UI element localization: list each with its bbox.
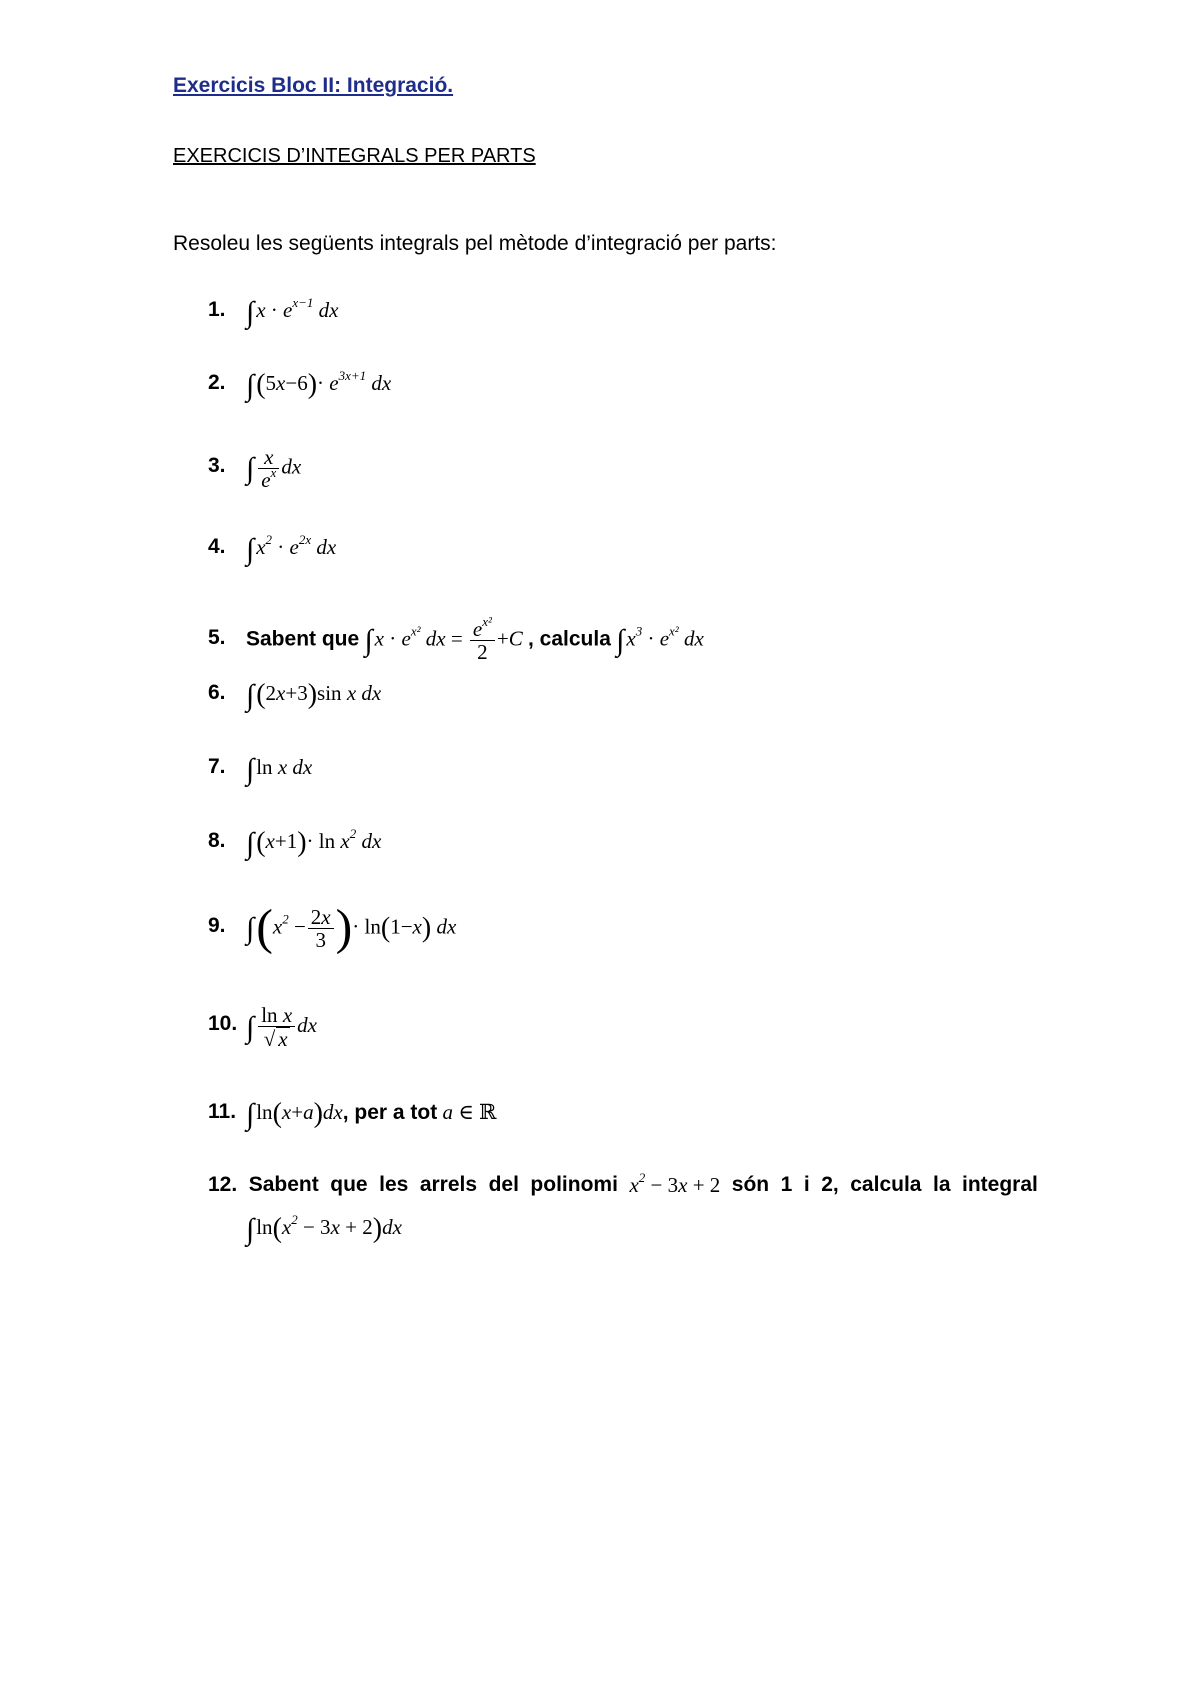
exercise-word: són <box>731 1173 770 1196</box>
exercise-formula: ∫ $\frac{x}{e^x}$ dx <box>246 445 302 492</box>
exercise-word: 1 <box>780 1173 793 1196</box>
exercise-word: les <box>379 1173 409 1196</box>
exercise-formula: ∫(2x+3)sin x dx <box>246 679 382 712</box>
exercise-text: , calcula <box>528 627 611 651</box>
exercise-number: 2. <box>208 371 226 394</box>
exercise-formula: $\int(x+1)\cdot \ln x^2$ dx <box>246 826 382 860</box>
exercise-word: la <box>932 1173 951 1196</box>
exercise-formula: $\int(x^2$ − $\frac{2x}{3}$ )· ln(1−x) dx <box>246 898 457 955</box>
exercise-word: calcula <box>850 1173 922 1196</box>
exercise-number: 8. <box>208 829 226 852</box>
exercise-12-statement <box>208 1165 1038 1205</box>
exercise-word: 2, <box>821 1173 839 1196</box>
exercise-text: Sabent que <box>246 627 360 651</box>
exercise-word: arrels <box>419 1173 478 1196</box>
exercise-formula: $\int\ln(x^2 - 3x + 2)dx$ <box>246 1212 402 1246</box>
section-heading: EXERCICIS D’INTEGRALS PER PARTS <box>173 145 536 167</box>
exercise-number: 10. <box>208 1012 238 1035</box>
exercise-number: 5. <box>208 626 226 649</box>
exercise-text: , per a tot <box>342 1101 438 1124</box>
exercise-formula: $\int(5x-6)\cdot e^{3x+1}$ dx <box>246 368 392 402</box>
exercise-formula: $\int x^2 \cdot e^{2x}$ dx <box>246 532 337 566</box>
exercise-word: del <box>488 1173 519 1196</box>
exercise-word: polinomi <box>530 1173 618 1196</box>
exercise-word: integral <box>962 1173 1038 1196</box>
exercise-number: 6. <box>208 681 226 704</box>
polynomial-formula: $x^2 - 3x + 2$ <box>629 1170 721 1197</box>
exercise-formula: ∫ln x dx <box>246 753 313 786</box>
instructions-text: Resoleu les següents integrals pel mètode d’integració per parts: <box>173 232 777 255</box>
exercise-number: 9. <box>208 914 226 937</box>
exercise-formula: Sabent que $\int x \cdot e^{x^2}$ dx = $\frac{e^{x^2}}{2}$ +C , calcula $\int x^3 \cdot e^{x^2}$ dx <box>246 614 704 664</box>
exercise-word: Sabent <box>248 1173 319 1196</box>
exercise-formula: $\int x \cdot e^{x-1}$ dx <box>246 295 339 329</box>
exercise-word: que <box>330 1173 368 1196</box>
page-title: Exercicis Bloc II: Integració. <box>173 74 454 97</box>
exercise-word: i <box>803 1173 810 1196</box>
exercise-number: 4. <box>208 535 226 558</box>
exercise-number: 3. <box>208 454 226 477</box>
exercise-formula: ∫ $\frac{\text{ln x}}{√ x}$ dx <box>246 1003 317 1051</box>
exercise-number: 1. <box>208 298 226 321</box>
exercise-number: 12. <box>208 1173 238 1196</box>
exercise-number: 7. <box>208 755 226 778</box>
exercise-number: 11. <box>208 1100 237 1123</box>
exercise-formula: ∫ln(x+a)dx, per a tot a ∈ ℝ <box>246 1098 497 1131</box>
